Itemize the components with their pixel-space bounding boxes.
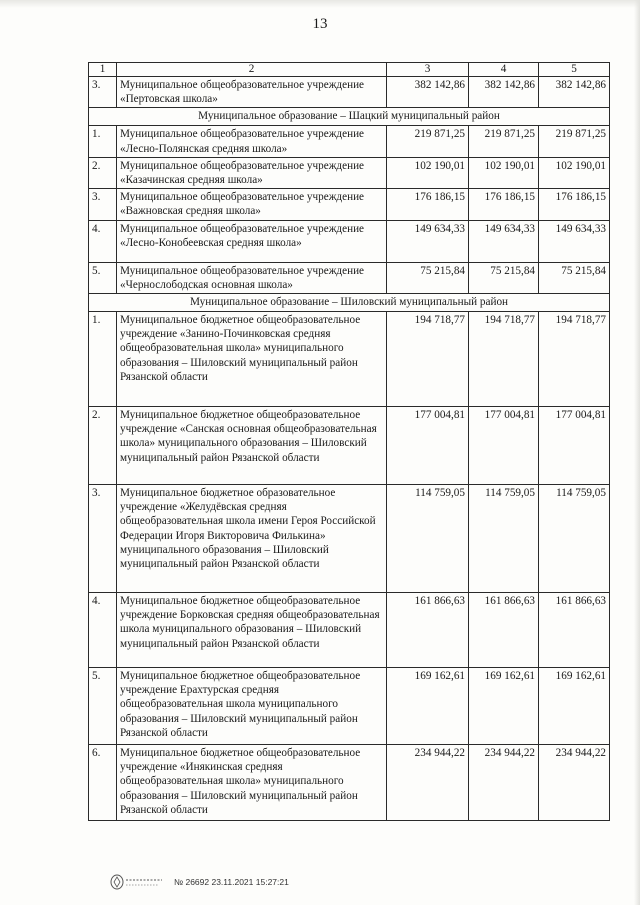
scan-shadow-right [634, 0, 640, 905]
amount-col5: 149 634,33 [539, 220, 610, 262]
table-row [89, 126, 610, 157]
column-header: 1 [89, 63, 117, 77]
institution-name: Муниципальное общеобразовательное учреждение «Лесно-Конобеевская средняя школа» [117, 220, 387, 262]
amount-col3: 177 004,81 [387, 407, 469, 485]
amount-col5: 177 004,81 [539, 407, 610, 485]
amount-col3: 382 142,86 [387, 77, 469, 108]
institution-name: Муниципальное бюджетное общеобразовательное учреждение Ерахтурская средняя общеобразовательная школа муниципального образования – Шиловский муниципальный район Рязанской области [117, 668, 387, 745]
table-row [89, 593, 610, 668]
column-header: 5 [539, 63, 610, 77]
row-number: 4. [89, 593, 117, 668]
institution-name: Муниципальное общеобразовательное учреждение «Пертовская школа» [117, 77, 387, 108]
amount-col5: 75 215,84 [539, 262, 610, 293]
institution-name: Муниципальное общеобразовательное учреждение «Лесно-Полянская средняя школа» [117, 126, 387, 157]
section-row [89, 294, 610, 312]
amount-col5: 176 186,15 [539, 189, 610, 220]
amount-col5: 194 718,77 [539, 312, 610, 407]
institution-name: Муниципальное бюджетное общеобразовательное учреждение «Санская основная общеобразовательная школа» муниципального образования – Шиловский муниципальный район Рязанской области [117, 407, 387, 485]
amount-col3: 194 718,77 [387, 312, 469, 407]
section-row [89, 108, 610, 126]
institution-name: Муниципальное общеобразовательное учреждение «Важновская средняя школа» [117, 189, 387, 220]
table-row [89, 157, 610, 188]
row-number: 3. [89, 485, 117, 593]
funding-table [88, 62, 610, 821]
amount-col4: 176 186,15 [469, 189, 539, 220]
amount-col3: 102 190,01 [387, 157, 469, 188]
amount-col3: 176 186,15 [387, 189, 469, 220]
row-number: 2. [89, 157, 117, 188]
table-row [89, 745, 610, 821]
footer-stamp [108, 871, 289, 893]
row-number: 1. [89, 126, 117, 157]
amount-col5: 234 944,22 [539, 745, 610, 821]
table-row [89, 189, 610, 220]
table-row [89, 220, 610, 262]
table-row [89, 407, 610, 485]
table-header-row [89, 63, 610, 77]
amount-col3: 75 215,84 [387, 262, 469, 293]
registration-stamp-text: № 26692 23.11.2021 15:27:21 [174, 877, 289, 887]
amount-col3: 114 759,05 [387, 485, 469, 593]
amount-col5: 102 190,01 [539, 157, 610, 188]
amount-col5: 219 871,25 [539, 126, 610, 157]
amount-col3: 161 866,63 [387, 593, 469, 668]
amount-col4: 194 718,77 [469, 312, 539, 407]
amount-col3: 234 944,22 [387, 745, 469, 821]
amount-col3: 149 634,33 [387, 220, 469, 262]
amount-col4: 161 866,63 [469, 593, 539, 668]
government-seal-icon [108, 871, 164, 893]
row-number: 3. [89, 189, 117, 220]
amount-col5: 161 866,63 [539, 593, 610, 668]
row-number: 4. [89, 220, 117, 262]
scan-shadow-top [0, 0, 640, 8]
amount-col4: 102 190,01 [469, 157, 539, 188]
column-header: 2 [117, 63, 387, 77]
amount-col3: 219 871,25 [387, 126, 469, 157]
row-number: 5. [89, 262, 117, 293]
amount-col5: 382 142,86 [539, 77, 610, 108]
institution-name: Муниципальное бюджетное общеобразовательное учреждение Борковская средняя общеобразовательная школа муниципального образования – Шиловский муниципальный район Рязанской области [117, 593, 387, 668]
institution-name: Муниципальное бюджетное общеобразовательное учреждение «Занино-Починковская средняя общеобразовательная школа» муниципального образования – Шиловский муниципальный район Рязанской области [117, 312, 387, 407]
institution-name: Муниципальное бюджетное образовательное учреждение «Желудёвская средняя общеобразовательная школа имени Героя Российской Федерации Игоря Викторовича Филькина» муниципального образования – Шиловский муниципальный район Рязанской области [117, 485, 387, 593]
column-header: 4 [469, 63, 539, 77]
row-number: 2. [89, 407, 117, 485]
table-row [89, 485, 610, 593]
amount-col4: 114 759,05 [469, 485, 539, 593]
section-title: Муниципальное образование – Шиловский муниципальный район [89, 294, 610, 312]
institution-name: Муниципальное общеобразовательное учреждение «Чернослободская основная школа» [117, 262, 387, 293]
section-title: Муниципальное образование – Шацкий муниципальный район [89, 108, 610, 126]
amount-col4: 169 162,61 [469, 668, 539, 745]
row-number: 1. [89, 312, 117, 407]
amount-col4: 75 215,84 [469, 262, 539, 293]
amount-col4: 177 004,81 [469, 407, 539, 485]
institution-name: Муниципальное бюджетное общеобразовательное учреждение «Инякинская средняя общеобразовательная школа» муниципального образования – Шиловский муниципальный район Рязанской области [117, 745, 387, 821]
table-row [89, 668, 610, 745]
institution-name: Муниципальное общеобразовательное учреждение «Казачинская средняя школа» [117, 157, 387, 188]
row-number: 6. [89, 745, 117, 821]
amount-col5: 169 162,61 [539, 668, 610, 745]
amount-col4: 234 944,22 [469, 745, 539, 821]
page-number: 13 [312, 16, 328, 32]
table-row [89, 312, 610, 407]
column-header: 3 [387, 63, 469, 77]
amount-col3: 169 162,61 [387, 668, 469, 745]
amount-col4: 219 871,25 [469, 126, 539, 157]
row-number: 3. [89, 77, 117, 108]
row-number: 5. [89, 668, 117, 745]
table-row [89, 77, 610, 108]
amount-col4: 382 142,86 [469, 77, 539, 108]
table-row [89, 262, 610, 293]
amount-col4: 149 634,33 [469, 220, 539, 262]
amount-col5: 114 759,05 [539, 485, 610, 593]
